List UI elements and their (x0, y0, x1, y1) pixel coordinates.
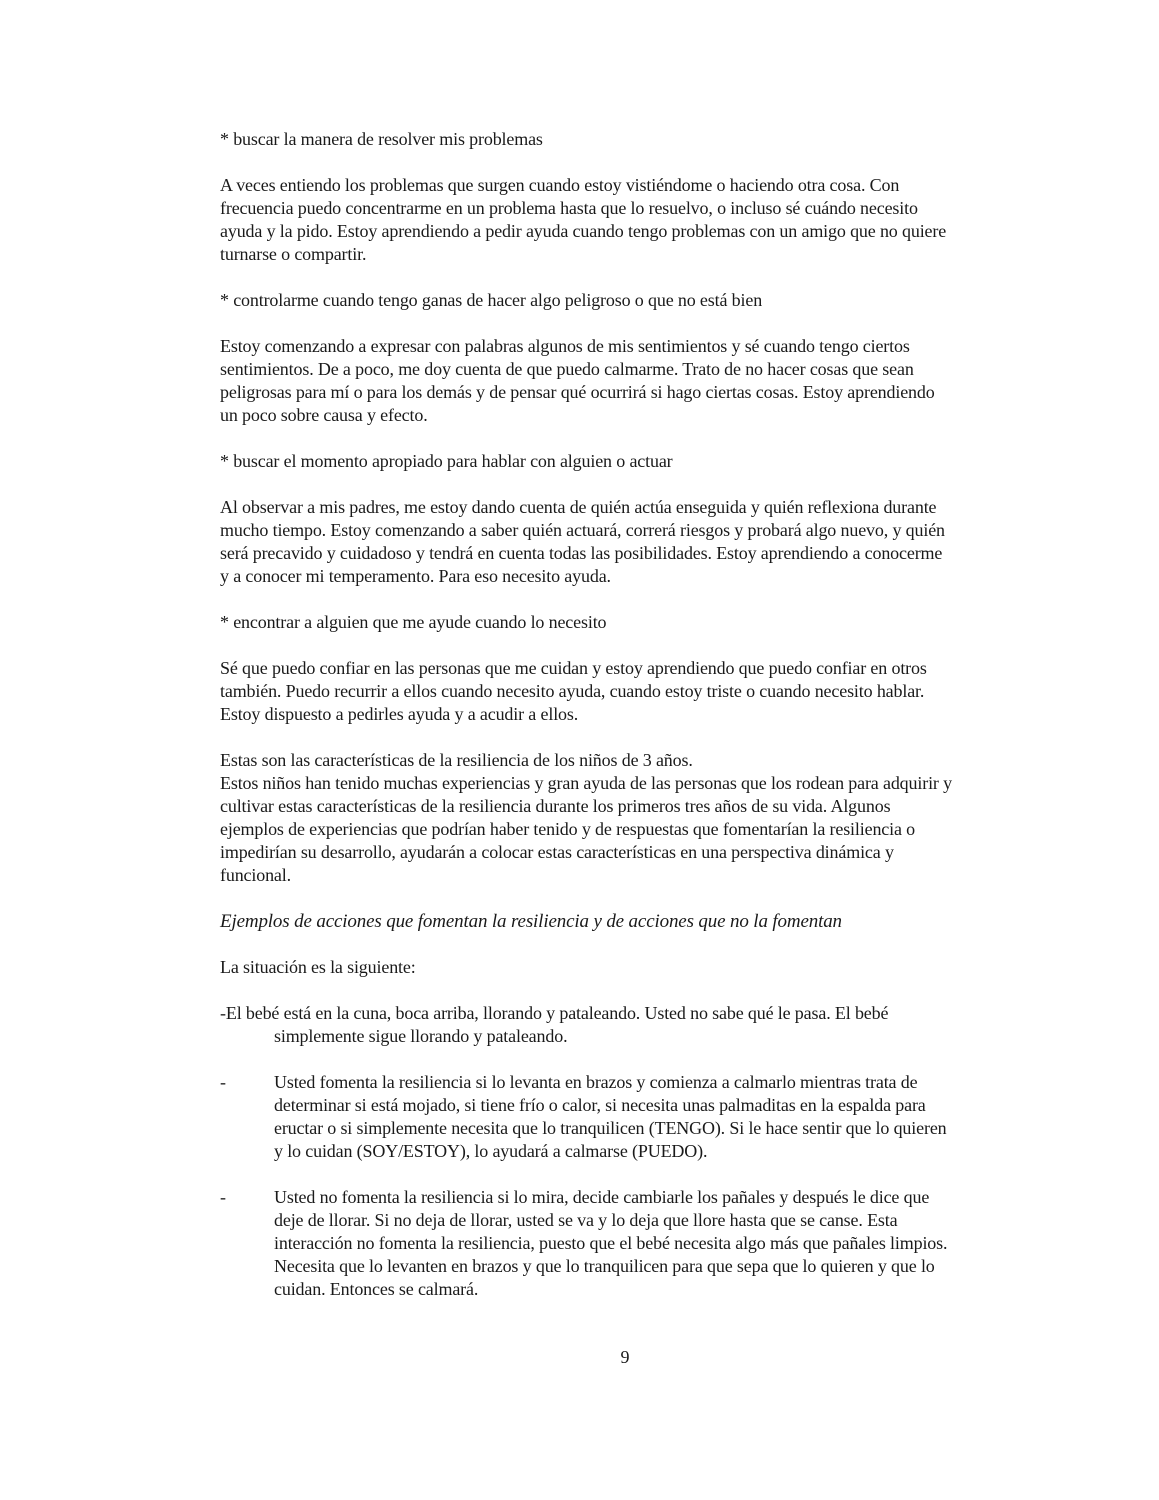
text-line: eructar o si simplemente necesita que lo tranquilicen (TENGO). Si le hace sentir que lo quieren (274, 1118, 947, 1138)
text-line: ayuda y la pido. Estoy aprendiendo a pedir ayuda cuando tengo problemas con un amigo que no quiere (220, 221, 947, 241)
text-line: será precavido y cuidadoso y tendrá en cuenta todas las posibilidades. Estoy aprendiendo a conocerme (220, 543, 943, 563)
text-line: cultivar estas características de la resiliencia durante los primeros tres años de su vida. Algunos (220, 796, 891, 816)
bullet-heading (220, 611, 1100, 634)
text-line: -El bebé está en la cuna, boca arriba, llorando y pataleando. Usted no sabe qué le pasa. El bebé (220, 1003, 889, 1023)
paragraph (220, 335, 1100, 427)
text-line: Estos niños han tenido muchas experiencias y gran ayuda de las personas que los rodean para adquirir y (220, 773, 952, 793)
text-line: interacción no fomenta la resiliencia, puesto que el bebé necesita algo más que pañales limpios. (274, 1233, 948, 1253)
list-marker: - (220, 1187, 226, 1207)
text-line: Sé que puedo confiar en las personas que me cuidan y estoy aprendiendo que puedo confiar en otros (220, 658, 927, 678)
text-line: impedirían su desarrollo, ayudarán a colocar estas características en una perspectiva dinámica y (220, 842, 894, 862)
hanging (220, 1002, 1100, 1048)
text-line: sentimientos. De a poco, me doy cuenta de que puedo calmarme. Trato de no hacer cosas que sean (220, 359, 914, 379)
text-line: mucho tiempo. Estoy comenzando a saber quién actuará, correrá riesgos y probará algo nuevo, y quién (220, 520, 945, 540)
text-line: deje de llorar. Si no deja de llorar, usted se va y lo deja que llore hasta que se canse. Esta (274, 1210, 898, 1230)
bullet-heading (220, 289, 1100, 312)
text-line: Necesita que lo levanten en brazos y que lo tranquilicen para que sepa que lo quieren y que lo (274, 1256, 935, 1276)
text-line: A veces entiendo los problemas que surgen cuando estoy vistiéndome o haciendo otra cosa. Con (220, 175, 900, 195)
text-line: * buscar el momento apropiado para hablar con alguien o actuar (220, 451, 673, 471)
text-line: frecuencia puedo concentrarme en un problema hasta que lo resuelvo, o incluso sé cuándo necesito (220, 198, 918, 218)
text-line: * encontrar a alguien que me ayude cuando lo necesito (220, 612, 607, 632)
text-line: Estoy comenzando a expresar con palabras algunos de mis sentimientos y sé cuando tengo ciertos (220, 336, 910, 356)
text-line: Estas son las características de la resiliencia de los niños de 3 años. (220, 750, 693, 770)
text-line: * controlarme cuando tengo ganas de hacer algo peligroso o que no está bien (220, 290, 763, 310)
bullet-heading (220, 128, 1100, 151)
text-line: Usted fomenta la resiliencia si lo levanta en brazos y comienza a calmarlo mientras trata de (274, 1072, 918, 1092)
dash-item (220, 1186, 1100, 1301)
paragraph (220, 956, 1100, 979)
text-line: simplemente sigue llorando y pataleando. (274, 1026, 568, 1046)
paragraph (220, 657, 1100, 726)
dash-item (220, 1071, 1100, 1163)
page-number: 9 (620, 1347, 630, 1367)
text-line: y lo cuidan (SOY/ESTOY), lo ayudará a calmarse (PUEDO). (274, 1141, 708, 1161)
text-line: Estoy dispuesto a pedirles ayuda y a acudir a ellos. (220, 704, 579, 724)
paragraph (220, 174, 1100, 266)
text-line: peligrosas para mí o para los demás y de pensar qué ocurrirá si hago ciertas cosas. Estoy aprendiendo (220, 382, 935, 402)
text-line: un poco sobre causa y efecto. (220, 405, 428, 425)
paragraph (220, 749, 1100, 887)
text-line: ejemplos de experiencias que podrían haber tenido y de respuestas que fomentarían la resiliencia o (220, 819, 916, 839)
text-line: Usted no fomenta la resiliencia si lo mira, decide cambiarle los pañales y después le dice que (274, 1187, 930, 1207)
text-line: Ejemplos de acciones que fomentan la resiliencia y de acciones que no la fomentan (220, 911, 842, 932)
text-line: funcional. (220, 865, 291, 885)
text-line: cuidan. Entonces se calmará. (274, 1279, 479, 1299)
text-line: también. Puedo recurrir a ellos cuando necesito ayuda, cuando estoy triste o cuando necesito hablar. (220, 681, 925, 701)
list-marker: - (220, 1072, 226, 1092)
text-line: * buscar la manera de resolver mis problemas (220, 129, 543, 149)
paragraph (220, 496, 1100, 588)
document-body (220, 128, 1100, 1324)
text-line: Al observar a mis padres, me estoy dando cuenta de quién actúa enseguida y quién reflexiona durante (220, 497, 937, 517)
section-heading (220, 910, 1100, 933)
bullet-heading (220, 450, 1100, 473)
text-line: y a conocer mi temperamento. Para eso necesito ayuda. (220, 566, 611, 586)
text-line: determinar si está mojado, si tiene frío o calor, si necesita unas palmaditas en la espalda para (274, 1095, 926, 1115)
text-line: La situación es la siguiente: (220, 957, 416, 977)
text-line: turnarse o compartir. (220, 244, 367, 264)
